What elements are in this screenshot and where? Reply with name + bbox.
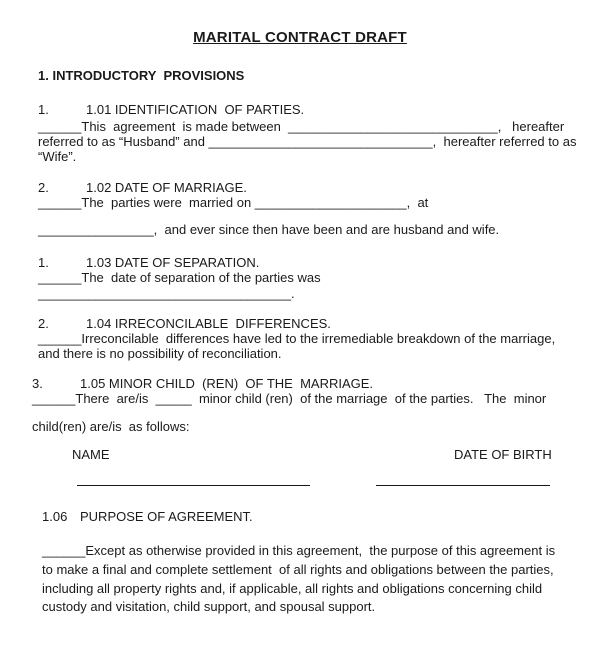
name-blank-line xyxy=(77,485,310,486)
paragraph-line: referred to as “Husband” and _______________________________, hereafter referred to as xyxy=(38,134,577,149)
document-title: MARITAL CONTRACT DRAFT xyxy=(193,29,407,46)
subsection-heading-identification: 1.01 IDENTIFICATION OF PARTIES. xyxy=(86,102,305,117)
section-heading-introductory: 1. INTRODUCTORY PROVISIONS xyxy=(38,68,245,83)
item-number: 1. xyxy=(38,255,49,270)
column-label-name: NAME xyxy=(72,447,110,462)
paragraph-line: ______Irreconcilable differences have led to the irremediable breakdown of the marriage, xyxy=(38,331,556,346)
paragraph-line: ___________________________________. xyxy=(38,286,295,301)
paragraph-line: “Wife”. xyxy=(38,149,77,164)
subsection-heading-date-of-marriage: 1.02 DATE OF MARRIAGE. xyxy=(86,180,247,195)
date-of-birth-blank-line xyxy=(376,485,550,486)
paragraph-line: ______There are/is _____ minor child (ren) of the marriage of the parties. The minor xyxy=(32,391,547,406)
paragraph-line: and there is no possibility of reconciliation. xyxy=(38,346,282,361)
paragraph-line: ______This agreement is made between _____________________________, hereafter xyxy=(38,119,565,134)
item-number: 2. xyxy=(38,316,49,331)
column-label-date-of-birth: DATE OF BIRTH xyxy=(454,447,552,462)
subsection-heading-purpose: PURPOSE OF AGREEMENT. xyxy=(80,509,253,524)
paragraph-line: ______Except as otherwise provided in this agreement, the purpose of this agreement is xyxy=(42,543,556,558)
paragraph-line: custody and visitation, child support, and spousal support. xyxy=(42,599,376,614)
paragraph-line: ______The date of separation of the parties was xyxy=(38,270,321,285)
paragraph-line: to make a final and complete settlement of all rights and obligations between the parties, xyxy=(42,562,554,577)
item-number: 1. xyxy=(38,102,49,117)
paragraph-line: ________________, and ever since then have been and are husband and wife. xyxy=(38,222,500,237)
subsection-heading-irreconcilable-differences: 1.04 IRRECONCILABLE DIFFERENCES. xyxy=(86,316,331,331)
item-number: 2. xyxy=(38,180,49,195)
subsection-heading-minor-children: 1.05 MINOR CHILD (REN) OF THE MARRIAGE. xyxy=(80,376,374,391)
item-number: 3. xyxy=(32,376,43,391)
paragraph-line: including all property rights and, if applicable, all rights and obligations concerning child xyxy=(42,581,543,596)
subsection-heading-date-of-separation: 1.03 DATE OF SEPARATION. xyxy=(86,255,260,270)
paragraph-line: ______The parties were married on _____________________, at xyxy=(38,195,429,210)
item-number: 1.06 xyxy=(42,509,68,524)
paragraph-line: child(ren) are/is as follows: xyxy=(32,419,190,434)
